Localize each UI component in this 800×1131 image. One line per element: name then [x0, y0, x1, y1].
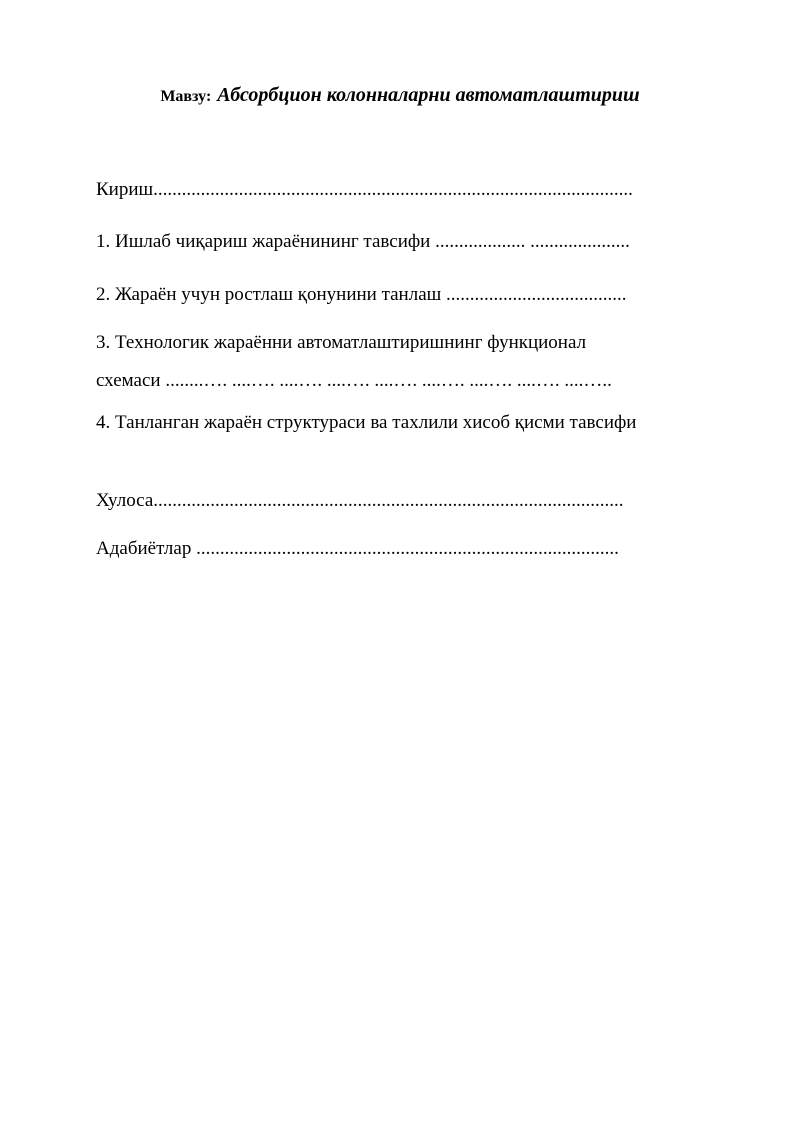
title-label: Мавзу:: [160, 88, 212, 105]
toc-conclusion: Хулоса...................................................................................................: [96, 490, 624, 511]
toc-references: Адабиётлар .........................................................................................: [96, 538, 619, 559]
toc-introduction: Кириш.....................................................................................................: [96, 179, 633, 200]
toc-item-4: 4. Танланган жараён структураси ва тахлили хисоб қисми тавсифи: [96, 412, 637, 433]
title-text: Абсорбцион колонналарни автоматлаштириш: [217, 84, 640, 106]
toc-item-2: 2. Жараён учун ростлаш қонунини танлаш ......................................: [96, 284, 627, 305]
document-title: [0, 84, 800, 107]
toc-item-3-continuation: схемаси ........…. ....…. ....…. ....…. ....…. ....…. ....…. ....…. ....…..: [96, 370, 612, 391]
toc-item-1: 1. Ишлаб чиқариш жараёнининг тавсифи ................... .....................: [96, 231, 630, 252]
toc-item-3: 3. Технологик жараённи автоматлаштиришнинг функционал: [96, 332, 587, 353]
